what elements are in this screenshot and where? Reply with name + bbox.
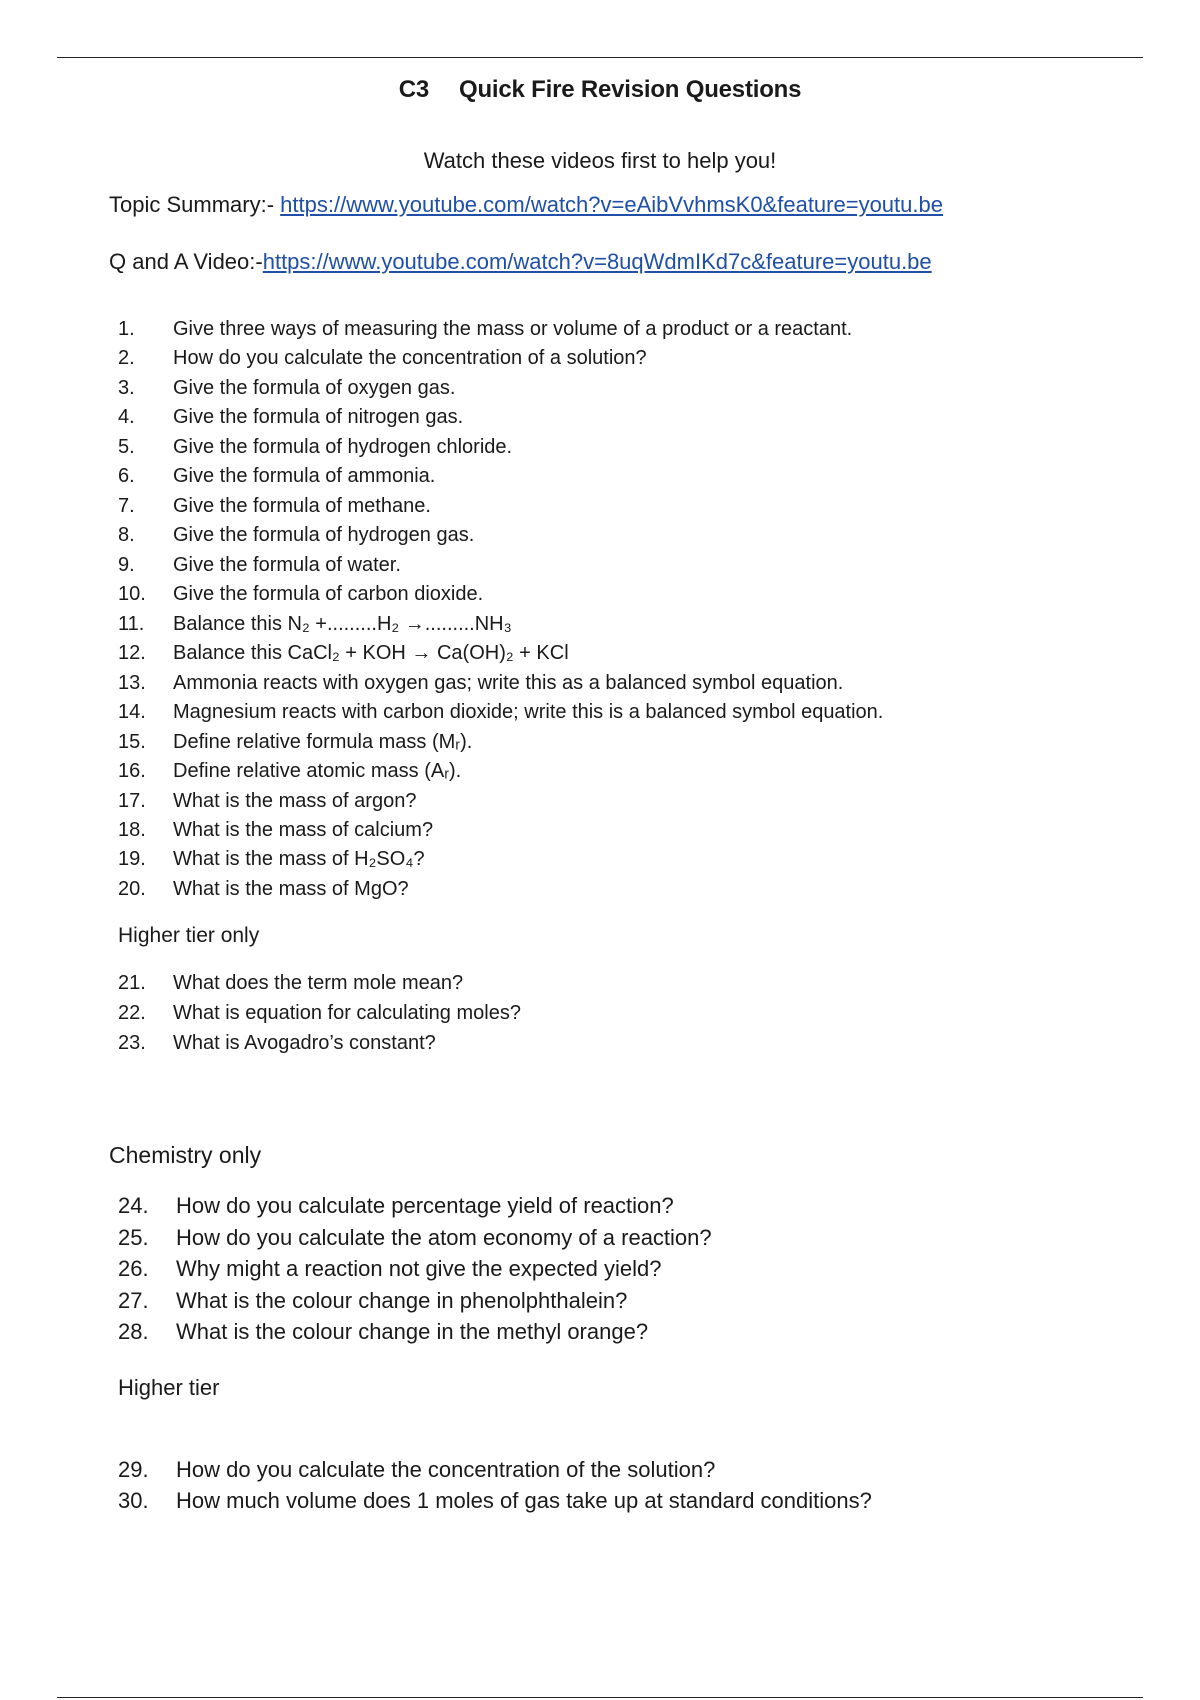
question-text: Balance this N₂ +.........H₂ →.........NH₃: [173, 612, 512, 635]
question-text: What is the colour change in phenolphthalein?: [176, 1287, 628, 1313]
question-text: What does the term mole mean?: [173, 972, 464, 994]
question-text: Give the formula of methane.: [173, 494, 431, 517]
question-number: 11.: [118, 612, 145, 635]
topic-summary-line: [109, 192, 943, 218]
question-text: How much volume does 1 moles of gas take up at standard conditions?: [176, 1488, 872, 1513]
question-text: Define relative atomic mass (Aᵣ).: [173, 760, 462, 783]
question-text: Give the formula of nitrogen gas.: [173, 406, 464, 429]
question-number: 30.: [118, 1488, 149, 1513]
question-number: 21.: [118, 972, 146, 994]
question-number: 5.: [118, 435, 135, 458]
question-number: 20.: [118, 877, 146, 900]
question-number: 22.: [118, 1002, 146, 1024]
question-number: 2.: [118, 347, 135, 370]
question-text: Balance this CaCl₂ + KOH → Ca(OH)₂ + KCl: [173, 642, 569, 665]
qa-video-label: Q and A Video:-: [109, 249, 263, 274]
question-text: What is the mass of H₂SO₄?: [173, 848, 425, 871]
question-number: 29.: [118, 1457, 149, 1482]
question-text: How do you calculate the concentration of a solution?: [173, 347, 647, 370]
question-text: Give the formula of hydrogen chloride.: [173, 435, 513, 458]
question-number: 14.: [118, 701, 146, 724]
question-number: 6.: [118, 465, 135, 488]
title-text: Quick Fire Revision Questions: [458, 76, 802, 103]
topic-summary-label: Topic Summary:-: [109, 192, 281, 217]
qa-video-line: [109, 249, 932, 275]
question-text: Define relative formula mass (Mᵣ).: [173, 730, 473, 753]
subtitle: Watch these videos first to help you!: [423, 148, 777, 173]
question-number: 9.: [118, 553, 135, 576]
question-number: 18.: [118, 818, 146, 841]
question-text: Give the formula of carbon dioxide.: [173, 583, 484, 606]
question-text: Give three ways of measuring the mass or volume of a product or a reactant.: [173, 318, 853, 340]
bottom-rule: [57, 1697, 1143, 1698]
chemistry-only-heading: Chemistry only: [109, 1142, 262, 1168]
topic-summary-link[interactable]: https://www.youtube.com/watch?v=eAibVvhmsK0&feature=youtu.be: [280, 192, 943, 217]
top-rule: [57, 57, 1143, 58]
question-number: 10.: [118, 583, 146, 606]
question-number: 16.: [118, 760, 146, 783]
question-text: Give the formula of ammonia.: [173, 465, 436, 488]
higher-tier-only-heading: Higher tier only: [118, 924, 260, 947]
question-number: 4.: [118, 406, 135, 429]
question-text: Ammonia reacts with oxygen gas; write this as a balanced symbol equation.: [173, 671, 844, 694]
question-number: 23.: [118, 1032, 146, 1054]
question-text: How do you calculate percentage yield of reaction?: [176, 1193, 674, 1218]
question-text: What is the mass of calcium?: [173, 818, 434, 841]
unit-code: C3: [398, 76, 429, 103]
question-text: Give the formula of oxygen gas.: [173, 376, 456, 399]
question-text: Give the formula of hydrogen gas.: [173, 524, 475, 547]
qa-video-link[interactable]: https://www.youtube.com/watch?v=8uqWdmIKd7c&feature=youtu.be: [262, 249, 932, 274]
page-title: [0, 76, 1200, 104]
question-number: 3.: [118, 376, 135, 399]
question-number: 26.: [118, 1256, 149, 1281]
question-number: 19.: [118, 848, 146, 871]
higher-tier-heading: Higher tier: [118, 1375, 220, 1400]
question-number: 27.: [118, 1287, 149, 1313]
question-number: 15.: [118, 730, 146, 753]
question-number: 28.: [118, 1319, 149, 1344]
question-number: 17.: [118, 789, 146, 812]
question-text: How do you calculate the atom economy of a reaction?: [176, 1224, 712, 1250]
question-text: What is equation for calculating moles?: [173, 1002, 521, 1024]
question-number: 24.: [118, 1193, 149, 1218]
question-number: 13.: [118, 671, 146, 694]
question-number: 1.: [118, 318, 135, 340]
question-text: How do you calculate the concentration of the solution?: [176, 1457, 716, 1482]
question-number: 8.: [118, 524, 135, 547]
question-text: Why might a reaction not give the expected yield?: [176, 1256, 662, 1281]
question-number: 12.: [118, 642, 146, 665]
question-text: What is the mass of MgO?: [173, 877, 409, 900]
question-text: What is Avogadro’s constant?: [173, 1032, 436, 1054]
question-number: 25.: [118, 1224, 149, 1250]
question-text: What is the mass of argon?: [173, 789, 417, 812]
question-text: Magnesium reacts with carbon dioxide; write this is a balanced symbol equation.: [173, 701, 884, 724]
question-number: 7.: [118, 494, 135, 517]
question-text: What is the colour change in the methyl orange?: [176, 1319, 649, 1344]
question-text: Give the formula of water.: [173, 553, 401, 576]
